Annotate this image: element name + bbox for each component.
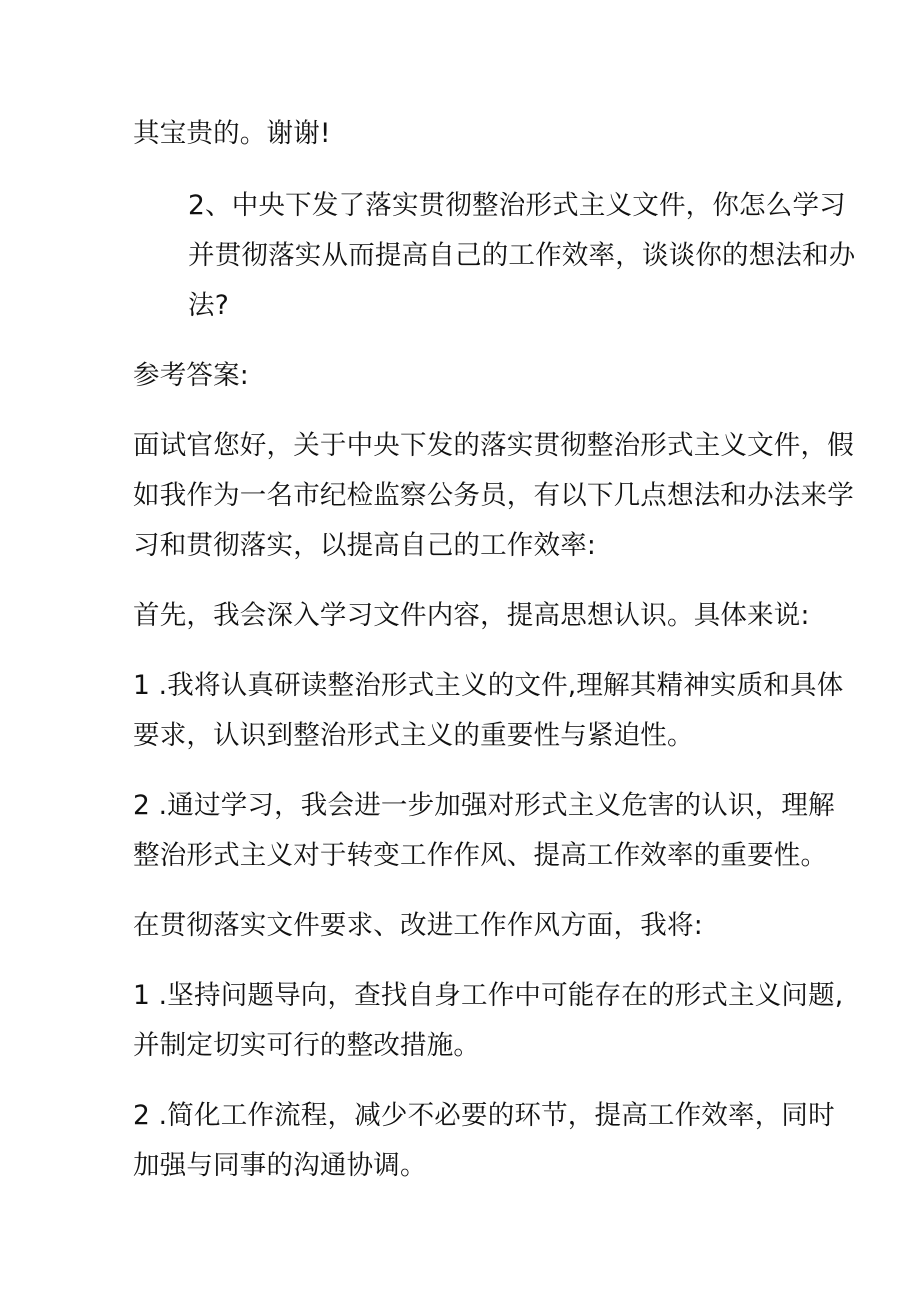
question-line: 2、中央下发了落实贯彻整治形式主义文件，你怎么学习 xyxy=(188,190,846,221)
question-line: 法? xyxy=(188,290,229,321)
question-line: 并贯彻落实从而提高自己的工作效率，谈谈你的想法和办 xyxy=(188,240,856,271)
list-item-line: 2 .通过学习，我会进一步加强对形式主义危害的认识，理解 xyxy=(133,790,835,821)
intro-line: 如我作为一名市纪检监察公务员，有以下几点想法和办法来学 xyxy=(133,480,854,511)
list-item-line: 整治形式主义对于转变工作作风、提高工作效率的重要性。 xyxy=(133,840,828,871)
list-item-line: 1 .我将认真研读整治形式主义的文件,理解其精神实质和具体 xyxy=(133,670,844,701)
list-item-line: 要求，认识到整治形式主义的重要性与紧迫性。 xyxy=(133,720,694,751)
intro-line: 面试官您好，关于中央下发的落实贯彻整治形式主义文件，假 xyxy=(133,430,854,461)
closing-text: 其宝贵的。谢谢! xyxy=(133,118,331,149)
list-item-line: 2 .简化工作流程，减少不必要的环节，提高工作效率，同时 xyxy=(133,1100,835,1131)
intro-line: 习和贯彻落实，以提高自己的工作效率: xyxy=(133,530,597,561)
section-heading-first: 首先，我会深入学习文件内容，提高思想认识。具体来说: xyxy=(133,600,810,631)
list-item-line: 1 .坚持问题导向，查找自身工作中可能存在的形式主义问题, xyxy=(133,980,844,1011)
list-item-line: 并制定切实可行的整改措施。 xyxy=(133,1030,481,1061)
answer-heading: 参考答案: xyxy=(133,360,249,391)
list-item-line: 加强与同事的沟通协调。 xyxy=(133,1150,427,1181)
section-heading-second: 在贯彻落实文件要求、改进工作作风方面，我将: xyxy=(133,910,703,941)
